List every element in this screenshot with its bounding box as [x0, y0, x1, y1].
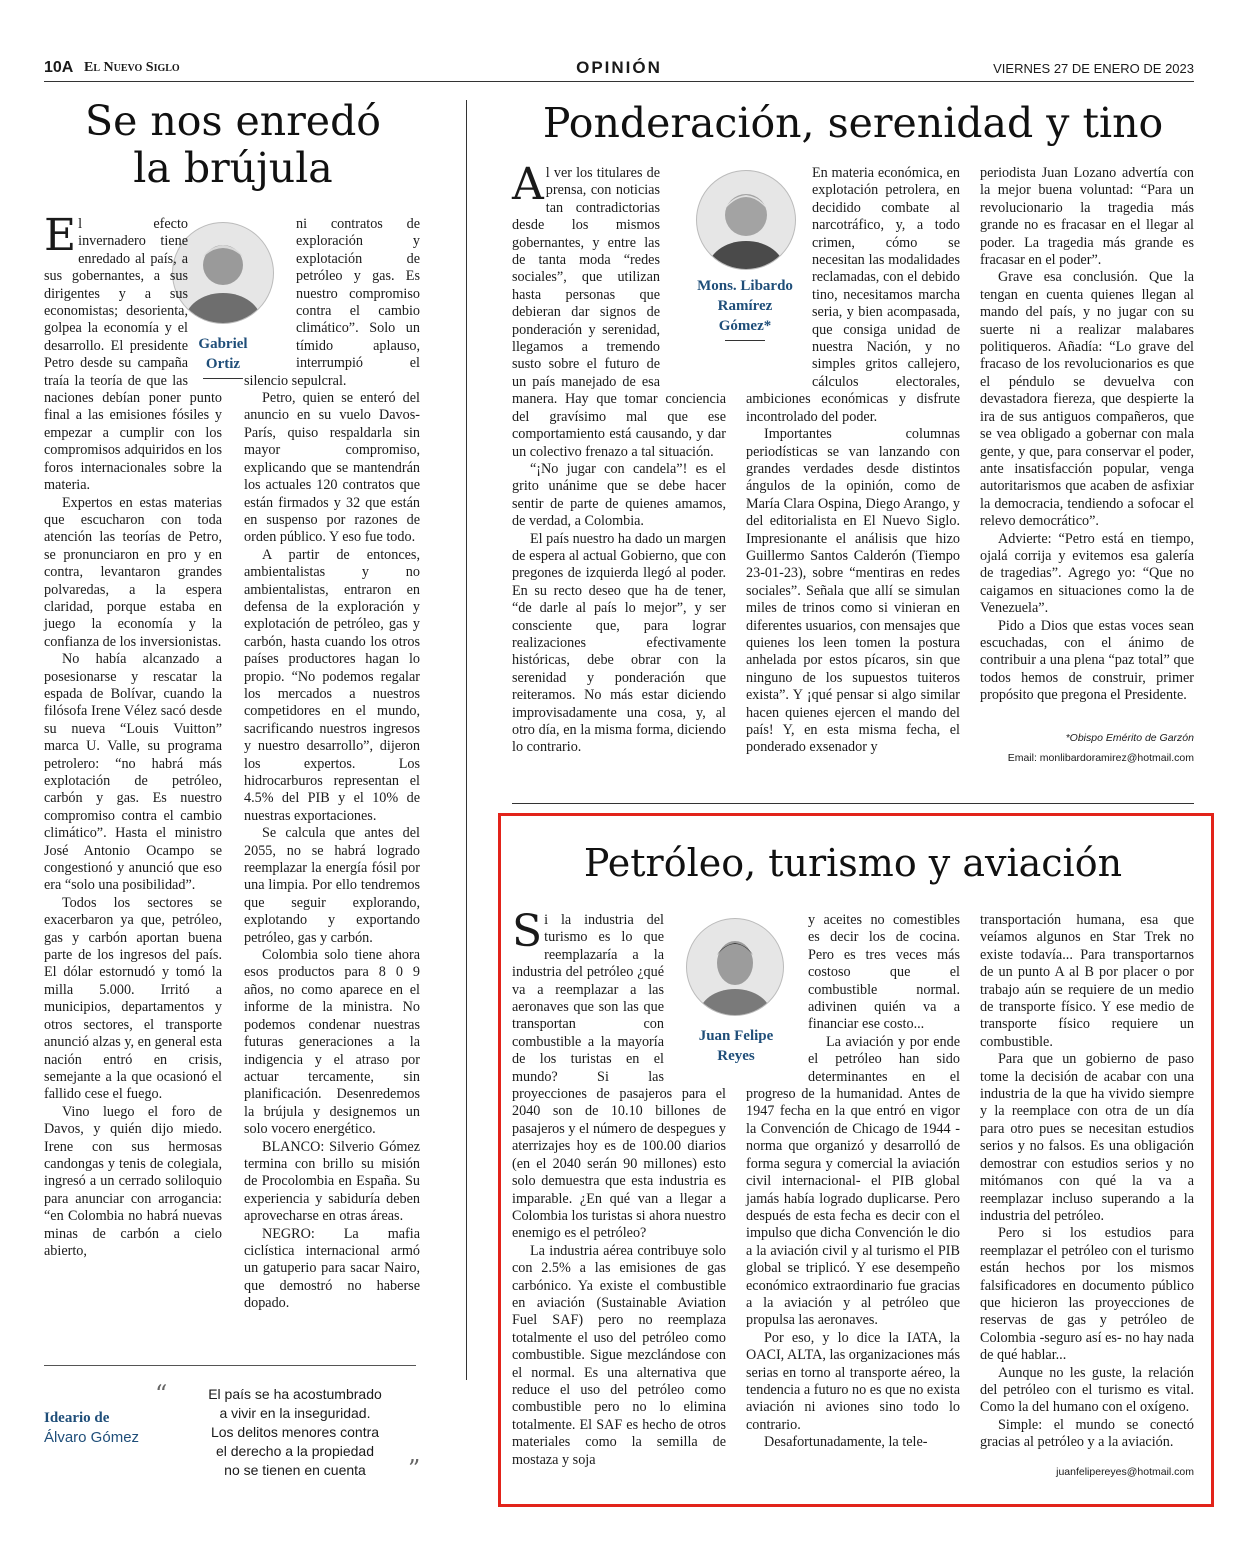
article3-column1	[512, 906, 726, 1469]
newspaper-name: El Nuevo Siglo	[84, 60, 180, 75]
ideario-quote	[190, 1385, 400, 1480]
article2-col2-p1: En materia económica, en explotación petrolera, en decidido combate al narcotráfico, y, a todo crimen, cómo se necesitan las modalidades reclamadas, con el debido tino, necesitamos marcha seria, y bien acompasada, que consiga unidad de nuestra Nación, y no simples gritos callejero, cálculos electorales, ambiciones económicas y disfrute incontrolado del poder.	[746, 165, 960, 425]
article2-column2	[746, 165, 960, 757]
article1-col1-p3: No había alcanzado a posesionarse y rescatar la espada de Bolívar, cuando la filósofa Irene Vélez sacó desde su nueva “Louis Vuitton” marca U. Valle, su programa petrolero: “no habrá más explotación de petróleo, carbón y gas. Es nuestro compromiso contra el cambio climático”. Hasta el ministro José Antonio Ocampo se congestionó y anunció que eso era “solo una posibilidad”.	[44, 651, 222, 894]
article2-col1-p3: El país nuestro ha dado un margen de espera al actual Gobierno, que con pregones de izquierda llegó al poder. En su recto deseo que ha de tener, “de darle al país lo mejor”, y ser consciente que, para lograr realizaciones efectivamente históricas, debe obrar con la serenidad y ponderación que reiteramos. No más estar diciendo improvisadamente una cosa, y, al otro día, en la misma forma, diciendo lo contrario.	[512, 530, 726, 756]
article2-author-line3: Gómez*	[718, 318, 772, 334]
open-quote-icon: “	[155, 1380, 168, 1408]
article1-col1-p1: El efecto invernadero tiene enredado al país, a sus gobernantes, a sus dirigentes y a sus economistas; desorienta, golpea la economía y el desarrollo. El presidente Petro desde su campaña traía la teoría de que las naciones debían poner punto final a las emisiones fósiles y empezar a cumplir con los compromisos adquiridos en los foros internacionales sobre la materia.	[44, 210, 222, 494]
dropcap: S	[512, 906, 543, 957]
article1-col1-p2: Expertos en estas materias que escucharon con toda atención las teorías de Petro, se pronunciaron en pro y en contra, levantaron grandes polvaredas, a la espera claridad, porque estaba en juego la economía y la confianza de los inversionistas.	[44, 494, 222, 650]
article2-headline: Ponderación, serenidad y tino	[542, 99, 1164, 147]
article3-col2-p1: y aceites no comestibles es decir los de cocina. Pero es tres veces más costoso que el combustible normal. adivinen quién va a financiar ese costo...	[808, 912, 960, 1033]
article1-headline-line2: la brújula	[133, 144, 333, 193]
article2-column1	[512, 159, 726, 757]
article1-col2-blanco: BLANCO: Silverio Gómez termina con brillo su misión de Procolombia en España. Su experiencia y sabiduría deben aprovecharse en otras áreas.	[244, 1138, 420, 1225]
article3-col3-p4: Aunque no les guste, la relación del petróleo con el turismo es vital. Como la del humano con el oxígeno.	[980, 1364, 1194, 1416]
article2-column3	[980, 165, 1194, 705]
article2-col3-p2: Grave esa conclusión. Que la tengan en cuenta quienes llegan al mando del país, y no jugar con su suerte ni a realizar malabares politiqueros. Añadía: “Lo grave del fracaso de los revolucionarios es que el péndulo se devuelva con devastadora fiereza, que despierte la ira de sus antiguos compañeros, que se vea obligado a gobernar con mala gente, y que, para conservar el poder, ante insatisfacción popular, venga autoritarismos que acaben de asfixiar la democracia, tendiendo a sofocar el relevo democrático”.	[980, 269, 1194, 530]
article2-footnote: *Obispo Emérito de Garzón	[1065, 732, 1194, 744]
article3-col3-p5: Simple: el mundo se conectó gracias al petróleo y a la aviación.	[980, 1416, 1194, 1451]
page-number: 10A	[44, 59, 74, 76]
article1-headline	[44, 98, 422, 192]
article3-col3-p2: Para que un gobierno de paso tome la decisión de acabar con una industria de la que ha vivido siempre y la reemplace con otra de un día para otro pues se necesitan estudios serios y no falsos. Es una obligación demostrar con estudios serios y no mitómanos con qué la va a reemplazar incluso superando a la industria del petróleo.	[980, 1051, 1194, 1224]
article1-column2	[244, 216, 420, 1313]
article2-email: Email: monlibardoramirez@hotmail.com	[1007, 752, 1194, 764]
article2-col3-p3: Advierte: “Petro está en tiempo, ojalá corrija y evitemos esa galería de tragedias”. Agrego yo: “Que no caigamos en situaciones como la de Venezuela”.	[980, 530, 1194, 617]
article3-email: juanfelipereyes@hotmail.com	[1056, 1466, 1194, 1478]
quote-line: El país se ha acostumbrado	[208, 1386, 382, 1402]
ideario-name: Álvaro Gómez	[44, 1429, 140, 1446]
article3-col3-p1: transportación humana, esa que veíamos algunos en Star Trek no existe todavía... Para transportarnos de un punto A al B por placer o por trabajo aún se requiere de un medio de transporte físico. Y ese medio de transporte físico requiere un combustible.	[980, 912, 1194, 1050]
article1-col2-p4: Se calcula que antes del 2055, no se habrá logrado reemplazar la energía fósil por una limpia. Por ello tendremos que seguir explorando, explotando y exportando petróleo, gas y carbón.	[244, 825, 420, 946]
article3-headline: Petróleo, turismo y aviación	[583, 841, 1123, 885]
article1-author-first: Gabriel	[198, 336, 248, 352]
article1-headline-line1: Se nos enredó	[84, 97, 381, 145]
article3-author-first: Juan Felipe	[698, 1028, 774, 1044]
article1-col2-p2: Petro, quien se enteró del anuncio en su vuelo Davos-París, quiso respaldarla sin mayor compromiso, explicando que se mantendrán los actuales 120 contratos que están firmados y 32 que están en suspenso por razones de orden público. Y eso fue todo.	[244, 390, 420, 546]
article3-author-last: Reyes	[717, 1048, 755, 1064]
quote-line: no se tienen en cuenta	[224, 1462, 366, 1478]
header-divider	[44, 81, 1194, 82]
article1-col2-p1: ni contratos de exploración y explotación de petróleo y gas. Es nuestro compromiso contra el cambio climático”. Solo un tímido aplauso, interrumpió el silencio sepulcral.	[244, 216, 420, 389]
article2-col1-p1: Al ver los titulares de prensa, con noticias tan contradictorias desde los mismos gobernantes, y entre las de tanta moda “redes sociales”, que utilizan hasta personas que debieran dar signos de ponderación y serenidad, llegamos a tremendo susto sobre el futuro de un país manejado de esa manera. Hay que tomar conciencia del gravísimo mal que ese comportamiento está causando, y dar un colectivo frenazo a tal situación.	[512, 159, 726, 460]
dropcap: A	[512, 159, 544, 210]
article3-col2-p3: Por eso, y lo dice la IATA, la OACI, ALTA, las organizaciones más serias en torno al transporte aéreo, la tendencia a futuro no es que no exista aviación ni aviones sino todo lo contrario.	[746, 1329, 961, 1433]
dropcap: E	[44, 210, 77, 261]
ideario-divider	[44, 1365, 416, 1366]
quote-line: Los delitos menores contra	[210, 1424, 380, 1440]
article3-col3-p3: Pero si los estudios para reemplazar el petróleo con el turismo están hechos por los mismos falsificadores en documento público que hicieron las proyecciones de reservas de gas y petróleo de Colombia -seguro así es- no hay nada de qué hablar...	[980, 1225, 1194, 1364]
article1-col2-p5: Colombia solo tiene ahora esos productos para 8 0 9 años, no como aparece en el informe de la ministra. No podemos condenar nuestras futuras generaciones a la indigencia y el atraso por actuar tercamente, sin planificación. Desenredemos la brújula y designemos un solo vocero energético.	[244, 947, 420, 1138]
article-divider	[512, 803, 1194, 804]
ideario-label: Ideario de	[44, 1410, 110, 1426]
article3-col2-p2: La aviación y por ende el petróleo han sido determinantes en el progreso de la humanidad. Antes de 1947 fecha en la que entró en vigor la Convención de Chicago de 1944 -norma que organizó y desarrolló de forma segura y comercial la aviación civil internacional- el PIB global jamás había logrado duplicarse. Pero después de esta fecha es decir con el impulso que dicha Convención le dio a la aviación civil y al turismo el PIB global se triplicó. Y ese desempeño económico extraordinario fue gracias a la aviación y al petróleo que propulsa las aeronaves.	[746, 1033, 960, 1329]
article2-col3-p1: periodista Juan Lozano advertía con la mejor buena voluntad: “Para un revolucionario la tragedia más grande no es fracasar en el llegar al poder. La tragedia más grande es fracasar en el poder”.	[980, 165, 1194, 269]
article1-author-last: Ortiz	[205, 356, 241, 372]
article3-column3	[980, 912, 1194, 1452]
close-quote-icon: ”	[408, 1455, 421, 1483]
article1-col2-negro: NEGRO: La mafia ciclística internacional armó un gatuperio para sacar Nairo, que demostró no haberse dopado.	[244, 1225, 420, 1312]
article3-column2	[746, 912, 960, 1452]
section-title: OPINIÓN	[576, 58, 662, 77]
article2-col1-p2: “¡No jugar con candela”! es el grito unánime que se debe hacer sentir de parte de quienes amamos, de verdad, a Colombia.	[512, 460, 726, 530]
quote-line: el derecho a la propiedad	[215, 1443, 374, 1459]
issue-date: VIERNES 27 DE ENERO DE 2023	[993, 61, 1194, 76]
article2-author-line1: Mons. Libardo	[697, 278, 793, 294]
quote-line: a vivir en la inseguridad.	[219, 1405, 371, 1421]
article1-column1	[44, 210, 222, 1260]
article2-col2-p2: Importantes columnas periodísticas se van lanzando con grandes verdades desde distintos ángulos de la opinión, como de María Clara Ospina, Diego Arango, y del editorialista en El Nuevo Siglo. Impresionante el análisis que hizo Guillermo Santos Calderón (Tiempo 23-01-23), sobre “mentiras en redes sociales”. Señala que allí se simulan miles de trinos como si vinieran en diferentes usuarios, con mensajes que quienes los leen tomen la postura anhelada por estos pícaros, sin que ninguno de los supuestos tuiteros exista”. Y ¡qué pensar si algo similar hacen quienes ejercen el mando del país! Y, en esta misma fecha, el ponderado exsenador y	[746, 426, 960, 756]
article3-col1-p2: La industria aérea contribuye solo con 2.5% a las emisiones de gas carbónico. Ya existe el combustible en aviación (Sustainable Aviation Fuel SAF) pero no reemplaza totalmente el uso del petróleo como combustible. Sigue mezclándose con el normal. Es una alternativa que reduce el uso del petróleo como combustible pero no lo elimina totalmente. El SAF es hecho de otros materiales como la semilla de mostaza y soja	[512, 1242, 726, 1468]
article2-col3-p4: Pido a Dios que estas voces sean escuchadas, con el ánimo de contribuir a una plena “paz total” que todos hemos de construir, primer propósito que pregona el Presidente.	[980, 617, 1194, 704]
column-divider	[466, 100, 467, 1380]
article3-col2-p4: Desafortunadamente, la tele-	[764, 1434, 928, 1451]
article2-author-line2: Ramírez	[717, 298, 773, 314]
page-header	[44, 58, 1194, 80]
article3-col1-p1: Si la industria del turismo es lo que reemplazaría a la industria del petróleo ¿qué va a reemplazar a las aeronaves que son las que transportan con combustible a la mayoría de los turistas en el mundo? Si las proyecciones de pasajeros para el 2040 son de 10.10 billones de pasajeros y el número de despegues y aterrizajes hoy es de 100.00 diarios (en el 2040 serán 90 millones) esto solo demuestra que esta industria es imparable. ¿En qué van a llegar a Colombia los turistas si ahora nuestro enemigo es el petróleo?	[512, 906, 726, 1242]
article1-col2-p3: A partir de entonces, ambientalistas y no ambientalistas, entraron en defensa de la exploración y explotación de petróleo, gas y carbón, hasta cuando los otros países productores hagan lo propio. “No podemos regalar los mercados a nuestros competidores en el mundo, sacrificando nuestros ingresos y nuestro desarrollo”, dijeron los expertos. Los hidrocarburos representan el 4.5% del PIB y el 10% de nuestras exportaciones.	[244, 546, 420, 824]
article1-col1-p4: Todos los sectores se exacerbaron ya que, petróleo, gas y carbón aportan buena parte de los ingresos del país. El dólar estornudó y tomó la milla 5.000. Irritó a municipios, departamentos y otros sectores, el transporte anunció alzas y, en general esta nación entró en crisis, semejante a la que ocasionó el fallido cese el fuego.	[44, 894, 222, 1103]
article1-col1-p5: Vino luego el foro de Davos, y quién dijo miedo. Irene con sus hermosas candongas y tenis de colegiala, ingresó a un cerrado soliloquio para anunciar con arrogancia: “en Colombia no habrá nuevas minas de carbón a cielo abierto,	[44, 1103, 222, 1259]
